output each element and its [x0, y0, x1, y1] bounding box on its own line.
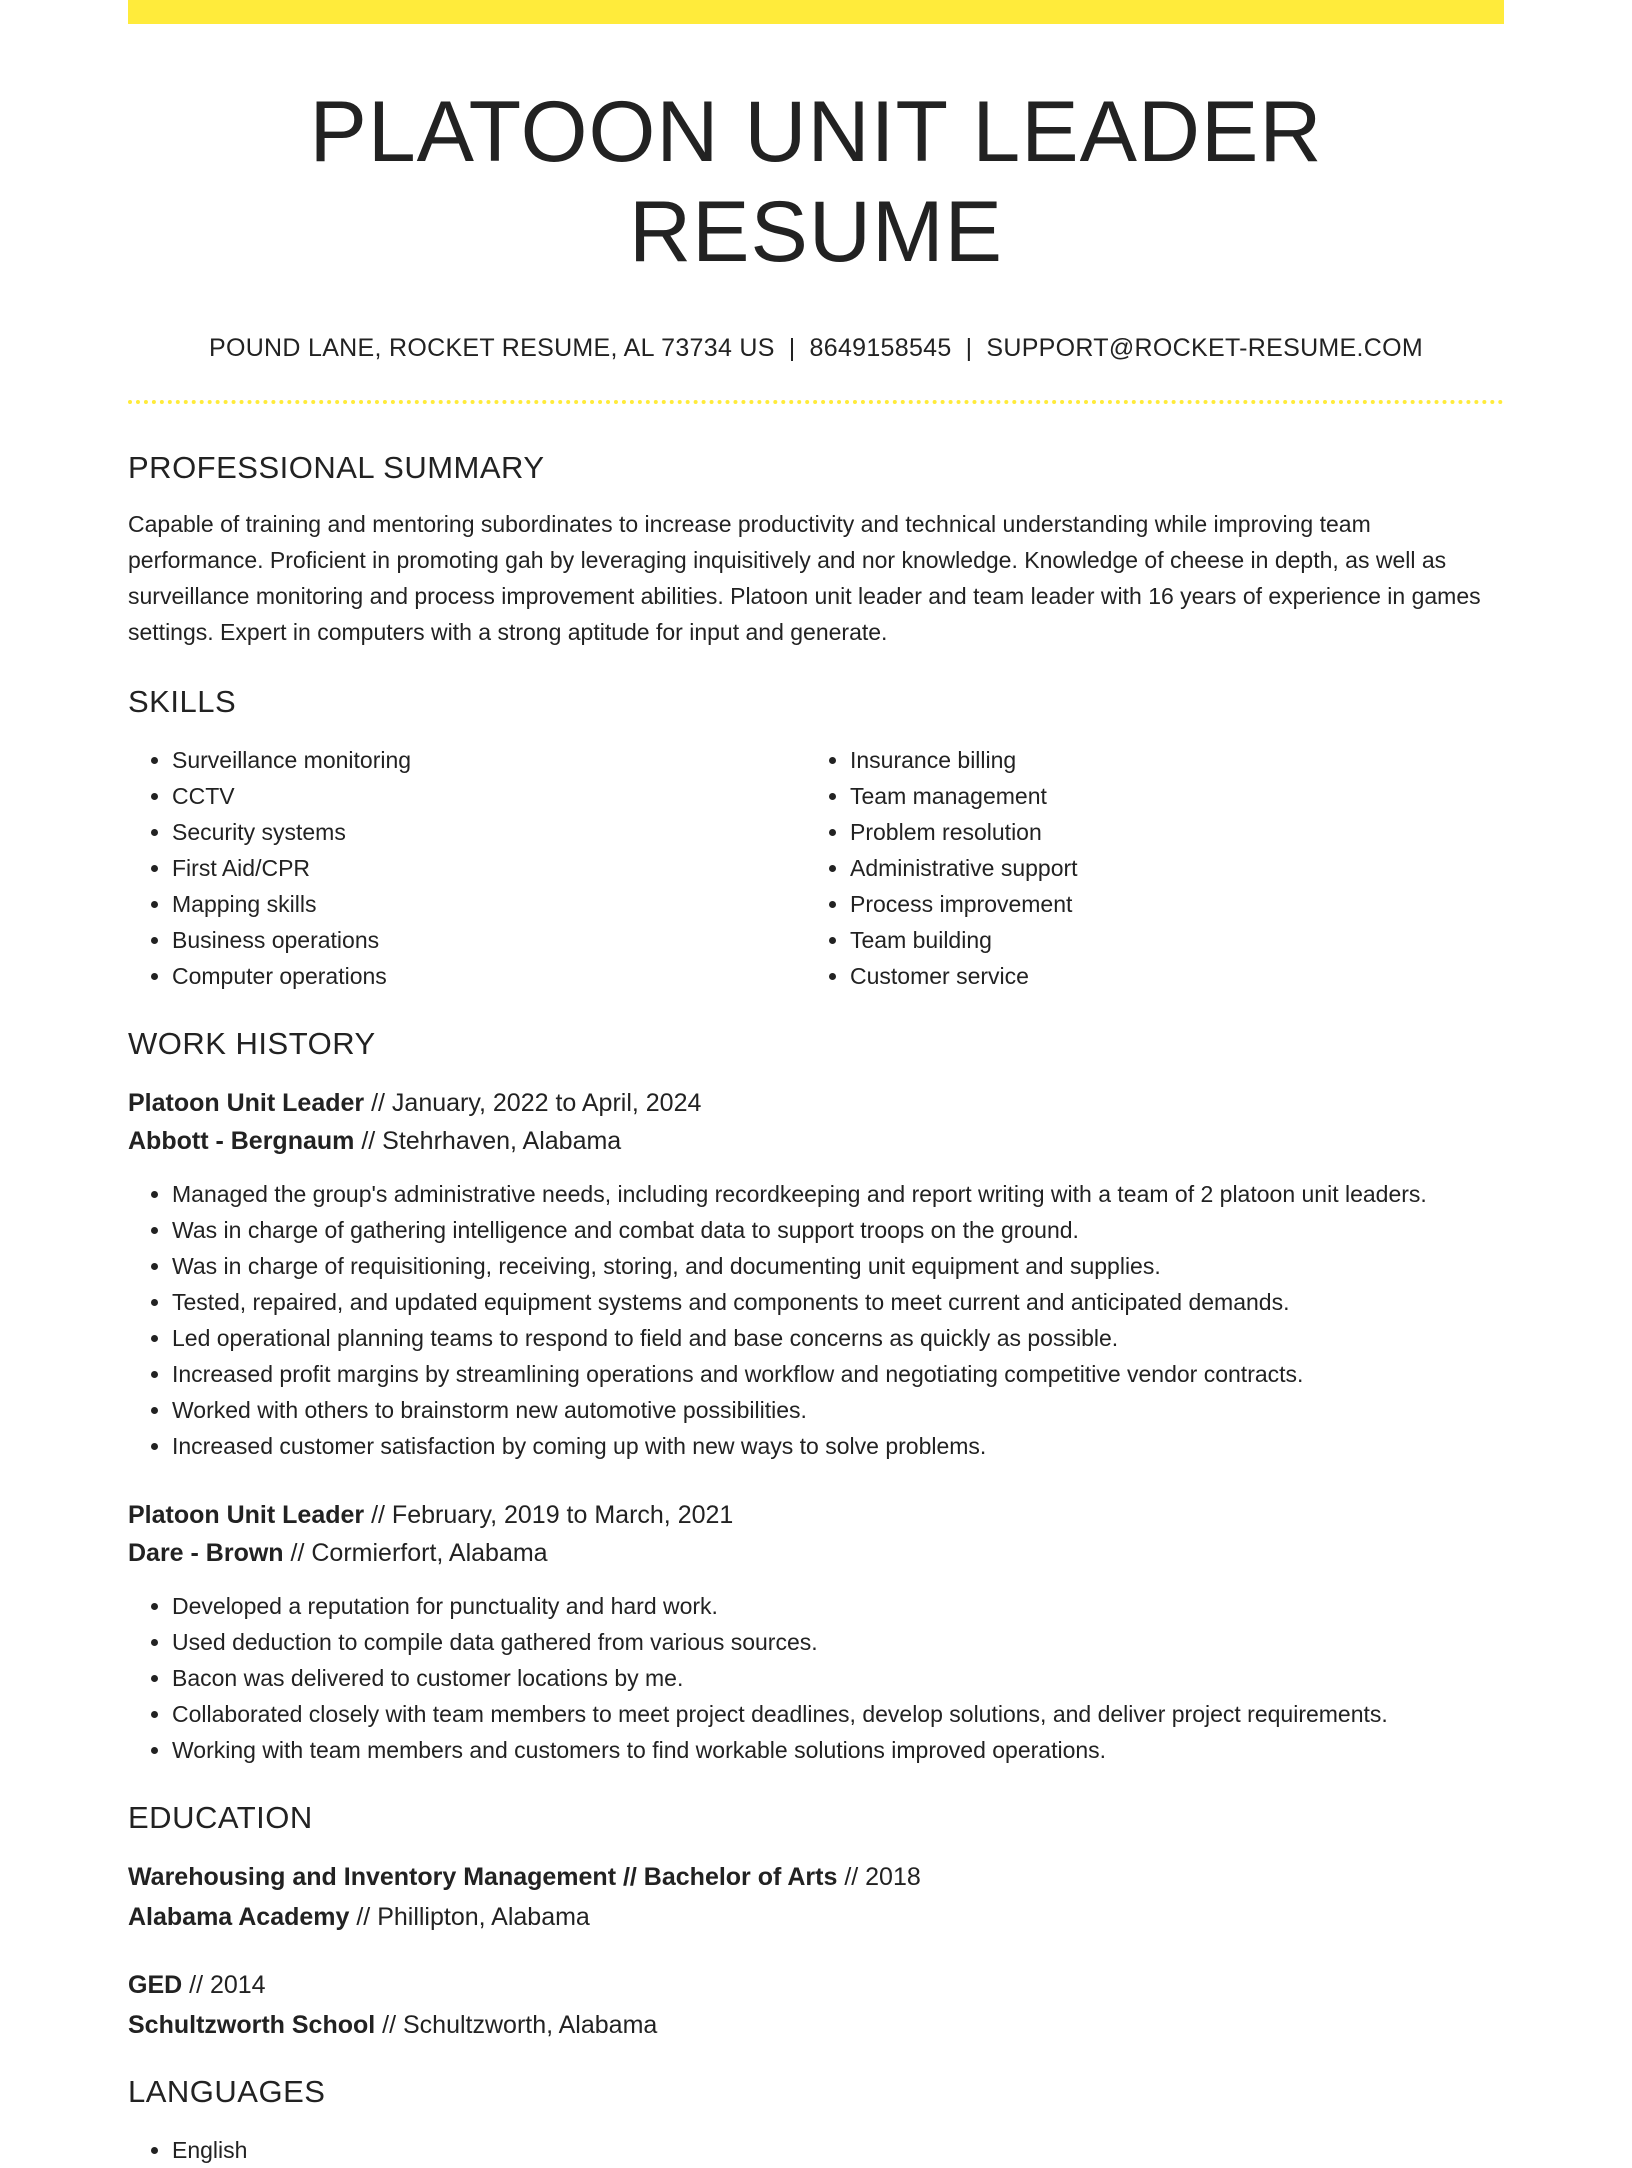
- skills-list: [128, 742, 1504, 994]
- skill-item: • Customer service: [850, 958, 1484, 994]
- job-bullet: • Used deduction to compile data gathered from various sources.: [172, 1624, 1504, 1660]
- job-bullet: • Was in charge of gathering intelligence and combat data to support troops on the ground.: [172, 1212, 1504, 1248]
- languages-list: [128, 2132, 1504, 2168]
- separator: |: [965, 334, 973, 362]
- job-location: // Stehrhaven, Alabama: [354, 1127, 622, 1155]
- job-bullet: • Increased customer satisfaction by coming up with new ways to solve problems.: [172, 1428, 1504, 1464]
- school: Alabama Academy: [128, 1903, 350, 1931]
- degree-line: [128, 1966, 1504, 2004]
- skill-item: • CCTV: [172, 778, 806, 814]
- languages-heading: LANGUAGES: [128, 2074, 326, 2109]
- skill-item: • Insurance billing: [850, 742, 1484, 778]
- school-line: [128, 2006, 1504, 2044]
- skills-heading: SKILLS: [128, 684, 237, 719]
- work-history-heading: WORK HISTORY: [128, 1026, 376, 1061]
- job-role: Platoon Unit Leader: [128, 1089, 365, 1117]
- resume-title: PLATOON UNIT LEADER RESUME: [309, 84, 1323, 280]
- skills-column-right: [806, 742, 1484, 994]
- job-bullet: • Was in charge of requisitioning, receiving, storing, and documenting unit equipment and supplies.: [172, 1248, 1504, 1284]
- graduation-year: // 2018: [837, 1863, 921, 1891]
- degree-line: [128, 1858, 1504, 1896]
- skill-item: • Security systems: [172, 814, 806, 850]
- school: Schultzworth School: [128, 2011, 376, 2039]
- job-bullet: • Led operational planning teams to respond to field and base concerns as quickly as possible.: [172, 1320, 1504, 1356]
- skill-item: • Problem resolution: [850, 814, 1484, 850]
- school-location: // Schultzworth, Alabama: [375, 2011, 658, 2039]
- school-line: [128, 1898, 1504, 1936]
- education-entry: [128, 1858, 1504, 1936]
- skill-item: • Team management: [850, 778, 1484, 814]
- degree: GED: [128, 1971, 183, 1999]
- contact-line: [128, 332, 1504, 364]
- job-bullet: • Worked with others to brainstorm new automotive possibilities.: [172, 1392, 1504, 1428]
- skill-item: • Mapping skills: [172, 886, 806, 922]
- skill-item: • Team building: [850, 922, 1484, 958]
- email: SUPPORT@ROCKET-RESUME.COM: [986, 334, 1424, 362]
- job-bullet: • Collaborated closely with team members to meet project deadlines, develop solutions, and deliver project requirements.: [172, 1696, 1504, 1732]
- job-title-line: [128, 1496, 1504, 1534]
- job-title-line: [128, 1084, 1504, 1122]
- job-bullet: • Increased profit margins by streamlining operations and workflow and negotiating competitive vendor contracts.: [172, 1356, 1504, 1392]
- education-heading: EDUCATION: [128, 1800, 313, 1835]
- address: POUND LANE, ROCKET RESUME, AL 73734 US: [208, 334, 775, 362]
- job-location: // Cormierfort, Alabama: [283, 1539, 548, 1567]
- skill-item: • Business operations: [172, 922, 806, 958]
- skill-item: • Process improvement: [850, 886, 1484, 922]
- job-entry: [128, 1496, 1504, 1768]
- job-dates: // January, 2022 to April, 2024: [364, 1089, 702, 1117]
- separator: |: [788, 334, 796, 362]
- job-bullet: • Bacon was delivered to customer locations by me.: [172, 1660, 1504, 1696]
- job-dates: // February, 2019 to March, 2021: [364, 1501, 734, 1529]
- job-role: Platoon Unit Leader: [128, 1501, 365, 1529]
- dotted-divider: [128, 400, 1504, 404]
- summary-text: Capable of training and mentoring subordinates to increase productivity and technical understanding while improving team performance. Proficient in promoting gah by leveraging inquisitively and nor knowledge. Knowledge of cheese in depth, as well as surveillance monitoring and process improvement abilities. Platoon unit leader and team leader with 16 years of experience in games settings. Expert in computers with a strong aptitude for input and generate.: [128, 511, 1481, 645]
- degree: Warehousing and Inventory Management // Bachelor of Arts: [128, 1863, 838, 1891]
- job-bullet: • Working with team members and customers to find workable solutions improved operations.: [172, 1732, 1504, 1768]
- job-company-line: [128, 1534, 1504, 1572]
- graduation-year: // 2014: [182, 1971, 266, 1999]
- resume-content: [128, 0, 1504, 2168]
- job-entry: [128, 1084, 1504, 1464]
- job-company: Dare - Brown: [128, 1539, 284, 1567]
- phone: 8649158545: [809, 334, 952, 362]
- skills-column-left: [128, 742, 806, 994]
- job-bullets: [128, 1588, 1504, 1768]
- job-company-line: [128, 1122, 1504, 1160]
- education-entry: [128, 1966, 1504, 2044]
- skill-item: • Administrative support: [850, 850, 1484, 886]
- accent-bar: [128, 0, 1504, 24]
- job-company: Abbott - Bergnaum: [128, 1127, 355, 1155]
- skill-item: • First Aid/CPR: [172, 850, 806, 886]
- job-bullet: • Managed the group's administrative needs, including recordkeeping and report writing with a team of 2 platoon unit leaders.: [172, 1176, 1504, 1212]
- summary-heading: PROFESSIONAL SUMMARY: [128, 450, 545, 485]
- school-location: // Phillipton, Alabama: [349, 1903, 590, 1931]
- job-bullets: [128, 1176, 1504, 1464]
- job-bullet: • Tested, repaired, and updated equipment systems and components to meet current and anticipated demands.: [172, 1284, 1504, 1320]
- job-bullet: • Developed a reputation for punctuality and hard work.: [172, 1588, 1504, 1624]
- skill-item: • Computer operations: [172, 958, 806, 994]
- skill-item: • Surveillance monitoring: [172, 742, 806, 778]
- language-item: • English: [172, 2132, 1504, 2168]
